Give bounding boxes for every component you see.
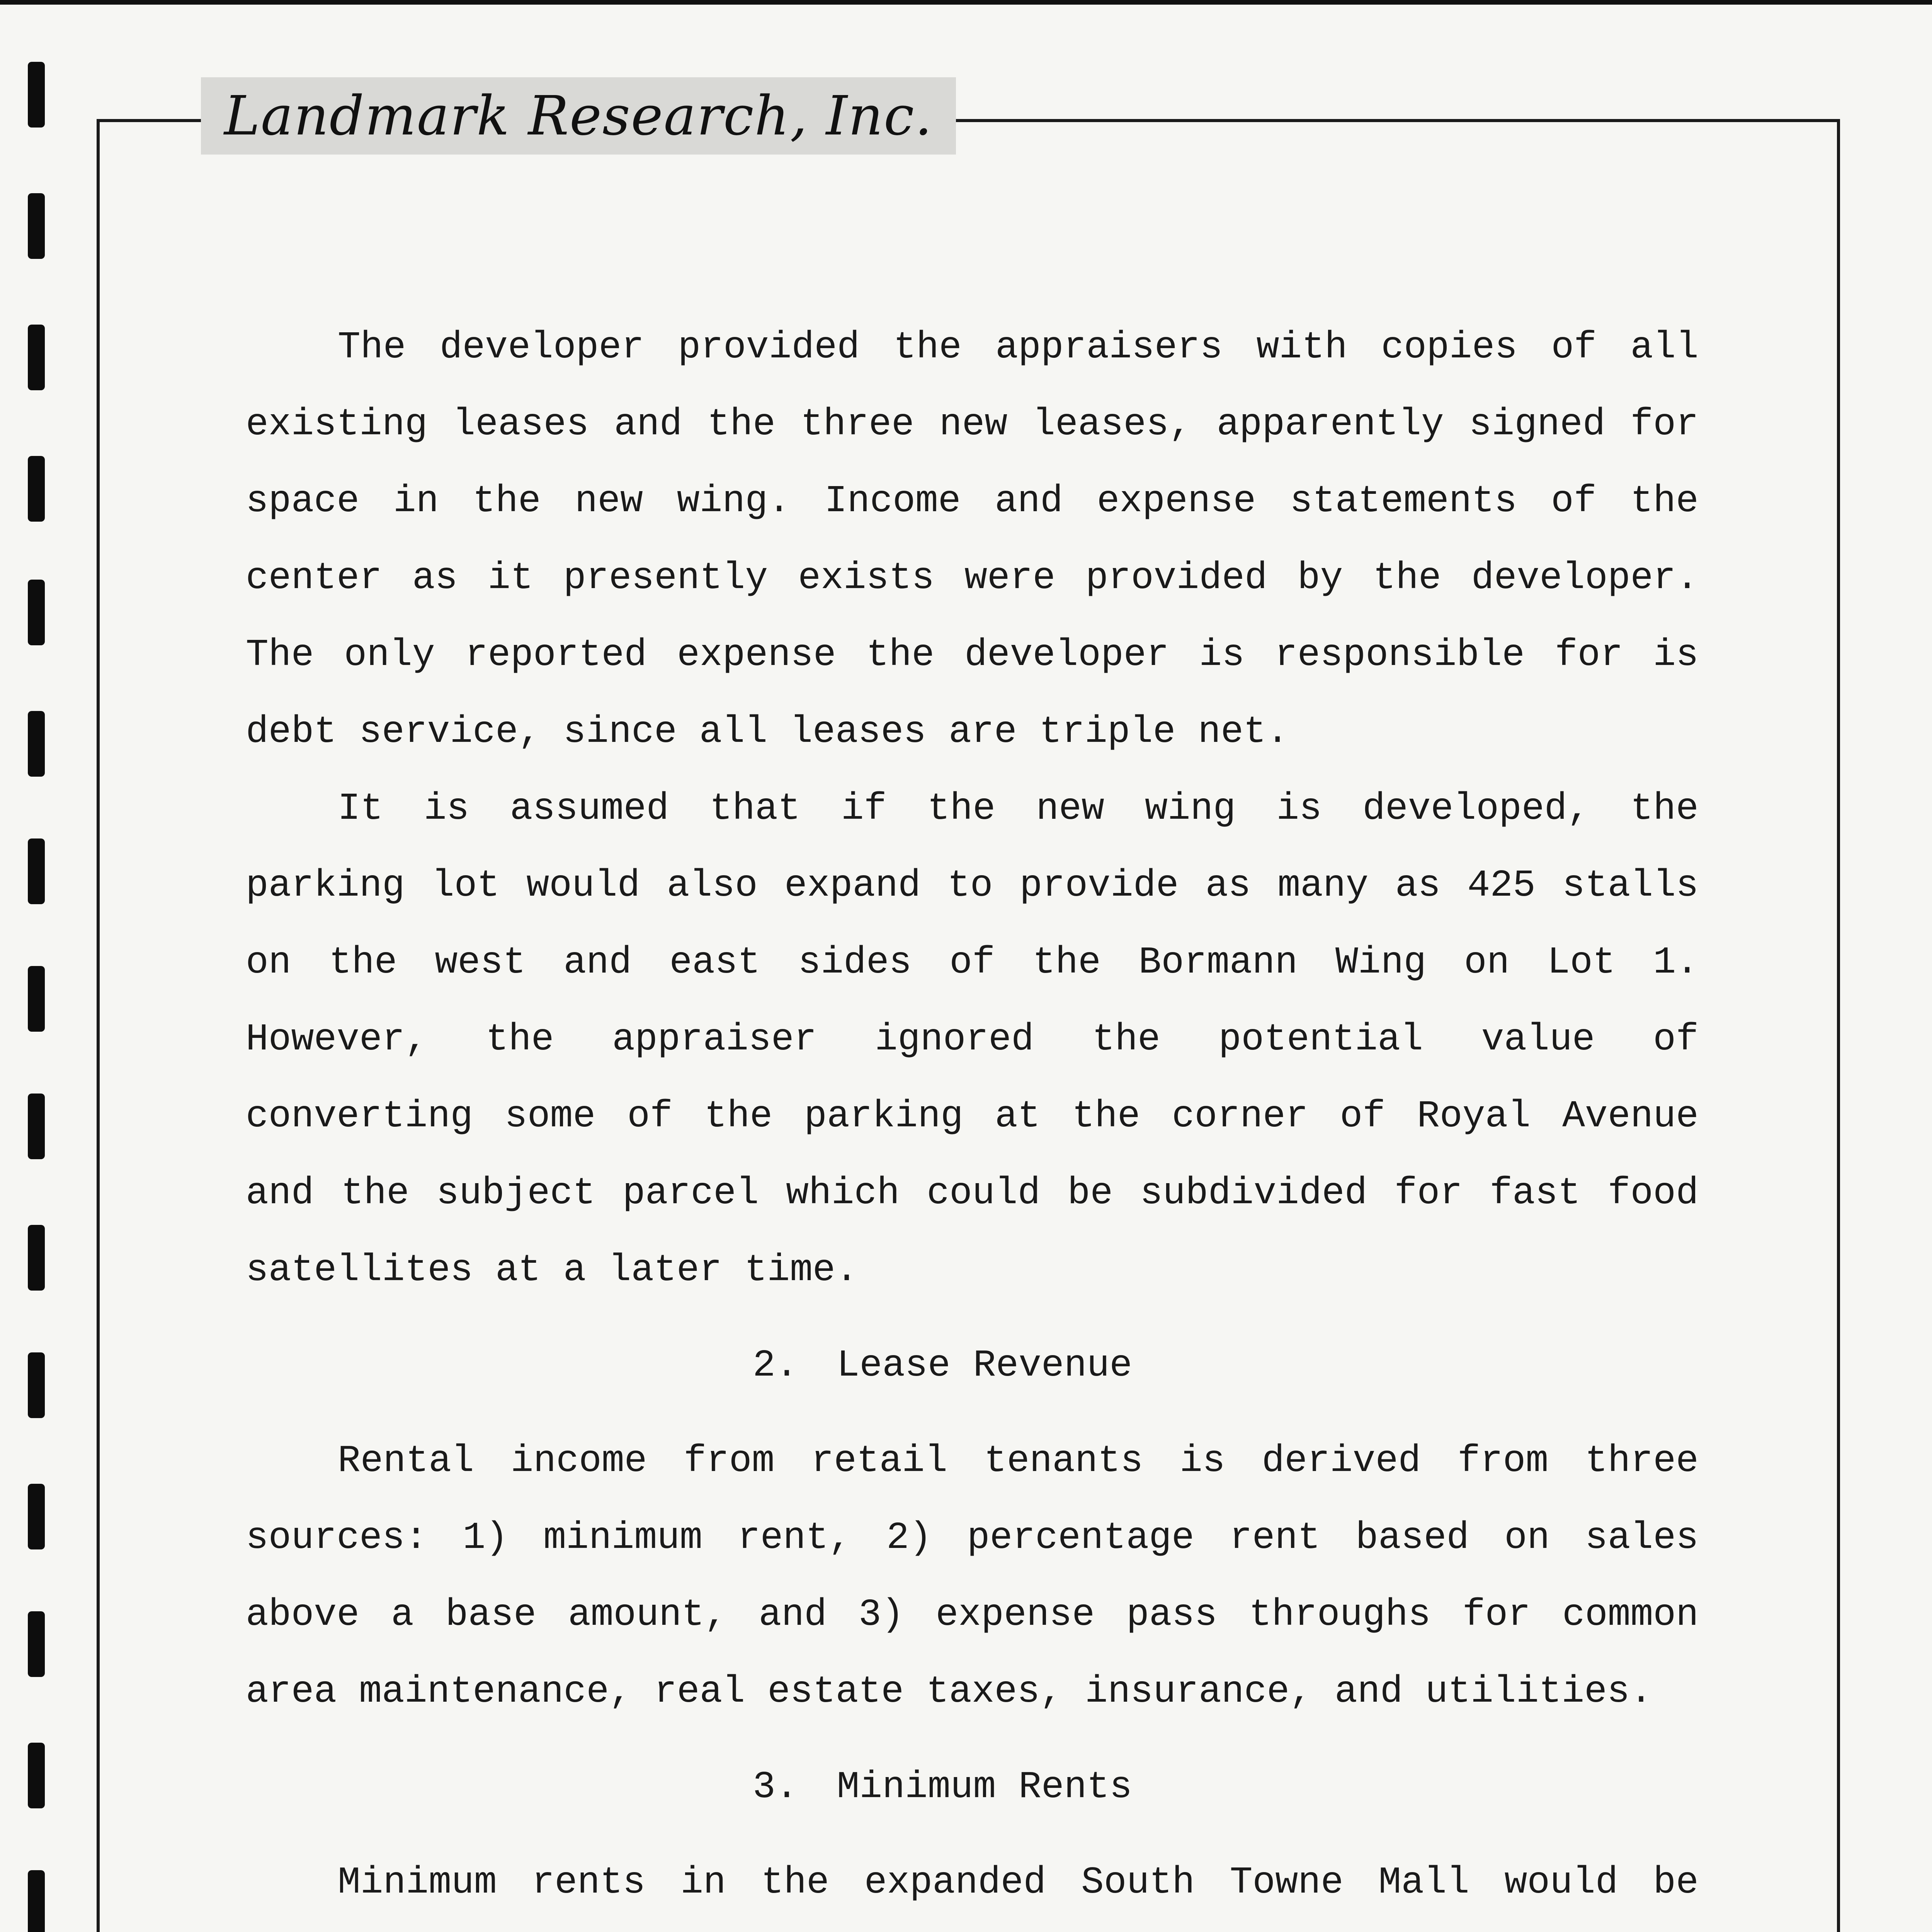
- word: 1): [463, 1517, 509, 1560]
- word: [246, 1921, 427, 1932]
- binding-punch-holes: [28, 62, 51, 1932]
- word: net.: [1198, 711, 1289, 753]
- word: converting: [246, 1095, 473, 1138]
- word: from: [684, 1440, 775, 1483]
- word: [1092, 1921, 1183, 1932]
- punch-hole: [28, 456, 45, 522]
- section-title: Lease Revenue: [837, 1344, 1133, 1387]
- word: retail: [811, 1440, 948, 1483]
- word: the: [1032, 941, 1101, 984]
- word: wing: [1145, 787, 1236, 830]
- word: the: [486, 1018, 554, 1061]
- word: the: [1630, 480, 1699, 523]
- word: existing: [246, 403, 428, 446]
- word: corner: [1172, 1095, 1308, 1138]
- punch-hole: [28, 1743, 45, 1808]
- word: real: [654, 1670, 745, 1713]
- word: Income: [824, 480, 961, 523]
- word: subdivided: [1140, 1172, 1367, 1215]
- text-line: [246, 1078, 1699, 1155]
- word: base: [445, 1594, 536, 1636]
- word: However,: [246, 1018, 428, 1061]
- word: be: [1653, 1861, 1699, 1904]
- text-line: [246, 1232, 1699, 1309]
- word: as: [1205, 864, 1251, 907]
- word: [1399, 1921, 1536, 1932]
- word: assumed: [510, 787, 669, 830]
- section-heading: [246, 1309, 1699, 1423]
- word: is: [1180, 1440, 1225, 1483]
- word: South: [1081, 1861, 1195, 1904]
- punch-hole: [28, 1484, 45, 1549]
- word: copies: [1381, 326, 1518, 369]
- word: wing.: [677, 480, 791, 523]
- word: is: [1653, 634, 1699, 677]
- word: of: [1653, 1018, 1699, 1061]
- word: later: [608, 1249, 722, 1292]
- punch-hole: [28, 1094, 45, 1159]
- word: 3): [858, 1594, 904, 1636]
- text-line: [246, 694, 1699, 770]
- word: developer.: [1471, 557, 1699, 600]
- word: be: [1067, 1172, 1113, 1215]
- text-line: [246, 847, 1699, 924]
- word: ignored: [875, 1018, 1034, 1061]
- word: 2): [886, 1517, 932, 1560]
- word: is: [423, 787, 469, 830]
- word: and: [246, 1172, 314, 1215]
- word: reported: [465, 634, 647, 677]
- word: all: [1630, 326, 1699, 369]
- word: in: [680, 1861, 726, 1904]
- word: Towne: [1230, 1861, 1344, 1904]
- word: three: [1585, 1440, 1699, 1483]
- word: at: [995, 1095, 1041, 1138]
- word: of: [1551, 480, 1597, 523]
- word: some: [505, 1095, 596, 1138]
- word: insurance,: [1085, 1670, 1313, 1713]
- word: expense: [935, 1594, 1095, 1636]
- punch-hole: [28, 1352, 45, 1418]
- punch-hole: [28, 966, 45, 1032]
- word: could: [927, 1172, 1041, 1215]
- text-line: [246, 309, 1699, 386]
- word: apparently: [1216, 403, 1444, 446]
- word: potential: [1218, 1018, 1423, 1061]
- word: Royal: [1417, 1095, 1531, 1138]
- word: Minimum: [338, 1861, 497, 1904]
- word: stalls: [1562, 864, 1699, 907]
- word: 1.: [1653, 941, 1699, 984]
- word: at: [495, 1249, 541, 1292]
- section-title: Minimum Rents: [837, 1766, 1133, 1809]
- word: Rental: [338, 1440, 474, 1483]
- word: [1209, 1921, 1277, 1932]
- word: parking: [246, 864, 405, 907]
- word: based: [1355, 1517, 1469, 1560]
- word: expense: [1097, 480, 1256, 523]
- word: satellites: [246, 1249, 473, 1292]
- word: [526, 1921, 617, 1932]
- word: above: [246, 1594, 360, 1636]
- section-number: 3.: [753, 1766, 798, 1809]
- word: with: [1256, 326, 1347, 369]
- word: expanded: [864, 1861, 1046, 1904]
- word: Lot: [1547, 941, 1616, 984]
- text-line: [246, 770, 1699, 847]
- punch-hole: [28, 1870, 45, 1932]
- word: the: [927, 787, 996, 830]
- word: Bormann: [1138, 941, 1298, 984]
- word: percentage: [967, 1517, 1194, 1560]
- word: rents: [532, 1861, 646, 1904]
- word: derived: [1262, 1440, 1421, 1483]
- word: expand: [784, 864, 921, 907]
- word: The: [338, 326, 406, 369]
- word: and: [1335, 1670, 1403, 1713]
- word: pass: [1126, 1594, 1218, 1636]
- punch-hole: [28, 838, 45, 904]
- word: minimum: [543, 1517, 702, 1560]
- word: for: [1462, 1594, 1531, 1636]
- word: sides: [798, 941, 912, 984]
- word: and: [759, 1594, 827, 1636]
- word: lot: [431, 864, 500, 907]
- word: responsible: [1274, 634, 1525, 677]
- word: only: [344, 634, 435, 677]
- word: [929, 1921, 1065, 1932]
- punch-hole: [28, 325, 45, 390]
- word: and: [563, 941, 632, 984]
- word: are: [949, 711, 1017, 753]
- word: leases: [452, 403, 589, 446]
- word: parking: [804, 1095, 963, 1138]
- text-line: [246, 1155, 1699, 1232]
- word: presently: [563, 557, 768, 600]
- word: service,: [359, 711, 541, 753]
- word: a: [563, 1249, 586, 1292]
- word: [644, 1921, 735, 1932]
- word: the: [761, 1861, 829, 1904]
- word: fast: [1490, 1172, 1581, 1215]
- word: appraisers: [995, 326, 1223, 369]
- word: developer: [964, 634, 1169, 677]
- word: debt: [246, 711, 337, 753]
- word: the: [473, 480, 541, 523]
- text-line: [246, 924, 1699, 1001]
- word: a: [391, 1594, 414, 1636]
- punch-hole: [28, 711, 45, 777]
- word: in: [393, 480, 439, 523]
- word: sources:: [246, 1517, 428, 1560]
- word: that: [709, 787, 801, 830]
- word: for: [1394, 1172, 1463, 1215]
- word: many: [1277, 864, 1369, 907]
- text-line: [246, 1577, 1699, 1653]
- text-line: [246, 1001, 1699, 1078]
- word: space: [246, 480, 360, 523]
- word: the: [1092, 1018, 1160, 1061]
- word: sales: [1585, 1517, 1699, 1560]
- word: leases,: [1032, 403, 1192, 446]
- word: common: [1562, 1594, 1699, 1636]
- word: the: [329, 941, 397, 984]
- word: utilities.: [1425, 1670, 1653, 1713]
- word: value: [1481, 1018, 1595, 1061]
- header-logo-banner: [201, 77, 956, 155]
- word: three: [800, 403, 914, 446]
- word: for: [1554, 634, 1623, 677]
- word: on: [246, 941, 291, 984]
- word: Avenue: [1562, 1095, 1699, 1138]
- word: estate: [767, 1670, 904, 1713]
- word: expense: [677, 634, 836, 677]
- company-logo-text: Landmark Research, Inc.: [224, 84, 933, 148]
- word: amount,: [568, 1594, 727, 1636]
- text-line: [246, 1500, 1699, 1577]
- word: taxes,: [926, 1670, 1063, 1713]
- word: on: [1504, 1517, 1550, 1560]
- word: and: [614, 403, 682, 446]
- word: as: [1395, 864, 1441, 907]
- word: east: [669, 941, 760, 984]
- word: as: [412, 557, 458, 600]
- word: the: [341, 1172, 410, 1215]
- word: of: [1551, 326, 1597, 369]
- word: west: [435, 941, 526, 984]
- text-line: [246, 1844, 1699, 1921]
- word: subject: [436, 1172, 595, 1215]
- word: [1562, 1921, 1699, 1932]
- text-line: [246, 540, 1699, 617]
- word: which: [786, 1172, 900, 1215]
- word: statements: [1290, 480, 1517, 523]
- word: of: [1340, 1095, 1386, 1138]
- word: provided: [678, 326, 860, 369]
- word: signed: [1469, 403, 1605, 446]
- word: Mall: [1378, 1861, 1469, 1904]
- word: from: [1457, 1440, 1549, 1483]
- section-heading: [246, 1730, 1699, 1844]
- word: the: [866, 634, 935, 677]
- punch-hole: [28, 1611, 45, 1677]
- word: on: [1464, 941, 1510, 984]
- word: Wing: [1335, 941, 1427, 984]
- word: the: [1072, 1095, 1140, 1138]
- word: by: [1297, 557, 1343, 600]
- word: parcel: [622, 1172, 759, 1215]
- word: food: [1607, 1172, 1699, 1215]
- punch-hole: [28, 1225, 45, 1291]
- punch-hole: [28, 193, 45, 259]
- word: would: [1504, 1861, 1618, 1904]
- word: of: [627, 1095, 673, 1138]
- word: [1304, 1921, 1372, 1932]
- word: if: [841, 787, 887, 830]
- word: the: [704, 1095, 773, 1138]
- word: provided: [1085, 557, 1267, 600]
- word: the: [1630, 787, 1699, 830]
- word: new: [1036, 787, 1104, 830]
- word: area: [246, 1670, 337, 1713]
- text-line: [246, 1423, 1699, 1500]
- word: since: [563, 711, 677, 753]
- word: rent,: [737, 1517, 851, 1560]
- word: it: [488, 557, 534, 600]
- word: is: [1276, 787, 1322, 830]
- word: rent: [1229, 1517, 1321, 1560]
- word: center: [246, 557, 382, 600]
- word: It: [338, 787, 383, 830]
- text-line: [246, 463, 1699, 540]
- word: and: [995, 480, 1063, 523]
- punch-hole: [28, 580, 45, 645]
- top-edge-rule: [0, 0, 1932, 5]
- section-number: 2.: [753, 1344, 798, 1387]
- word: were: [964, 557, 1056, 600]
- text-line: [246, 386, 1699, 463]
- word: provide: [1019, 864, 1179, 907]
- word: maintenance,: [359, 1670, 632, 1713]
- text-line: [246, 1921, 1699, 1932]
- word: appraiser: [612, 1018, 817, 1061]
- word: throughs: [1249, 1594, 1431, 1636]
- word: developed,: [1362, 787, 1590, 830]
- word: new: [575, 480, 643, 523]
- word: the: [1373, 557, 1441, 600]
- word: also: [667, 864, 758, 907]
- word: developer: [439, 326, 645, 369]
- word: [834, 1921, 902, 1932]
- document-body: [246, 309, 1699, 1932]
- punch-hole: [28, 62, 45, 128]
- word: new: [939, 403, 1008, 446]
- word: all: [699, 711, 768, 753]
- word: the: [707, 403, 776, 446]
- word: 425: [1467, 864, 1536, 907]
- word: the: [893, 326, 962, 369]
- text-line: [246, 1653, 1699, 1730]
- word: time.: [744, 1249, 858, 1292]
- text-line: [246, 617, 1699, 694]
- word: tenants: [984, 1440, 1143, 1483]
- word: The: [246, 634, 314, 677]
- word: [454, 1921, 500, 1932]
- word: leases: [790, 711, 927, 753]
- word: would: [526, 864, 640, 907]
- word: is: [1199, 634, 1245, 677]
- word: [762, 1921, 807, 1932]
- word: of: [949, 941, 995, 984]
- word: for: [1630, 403, 1699, 446]
- word: income: [510, 1440, 647, 1483]
- word: triple: [1039, 711, 1176, 753]
- word: to: [947, 864, 993, 907]
- word: exists: [798, 557, 935, 600]
